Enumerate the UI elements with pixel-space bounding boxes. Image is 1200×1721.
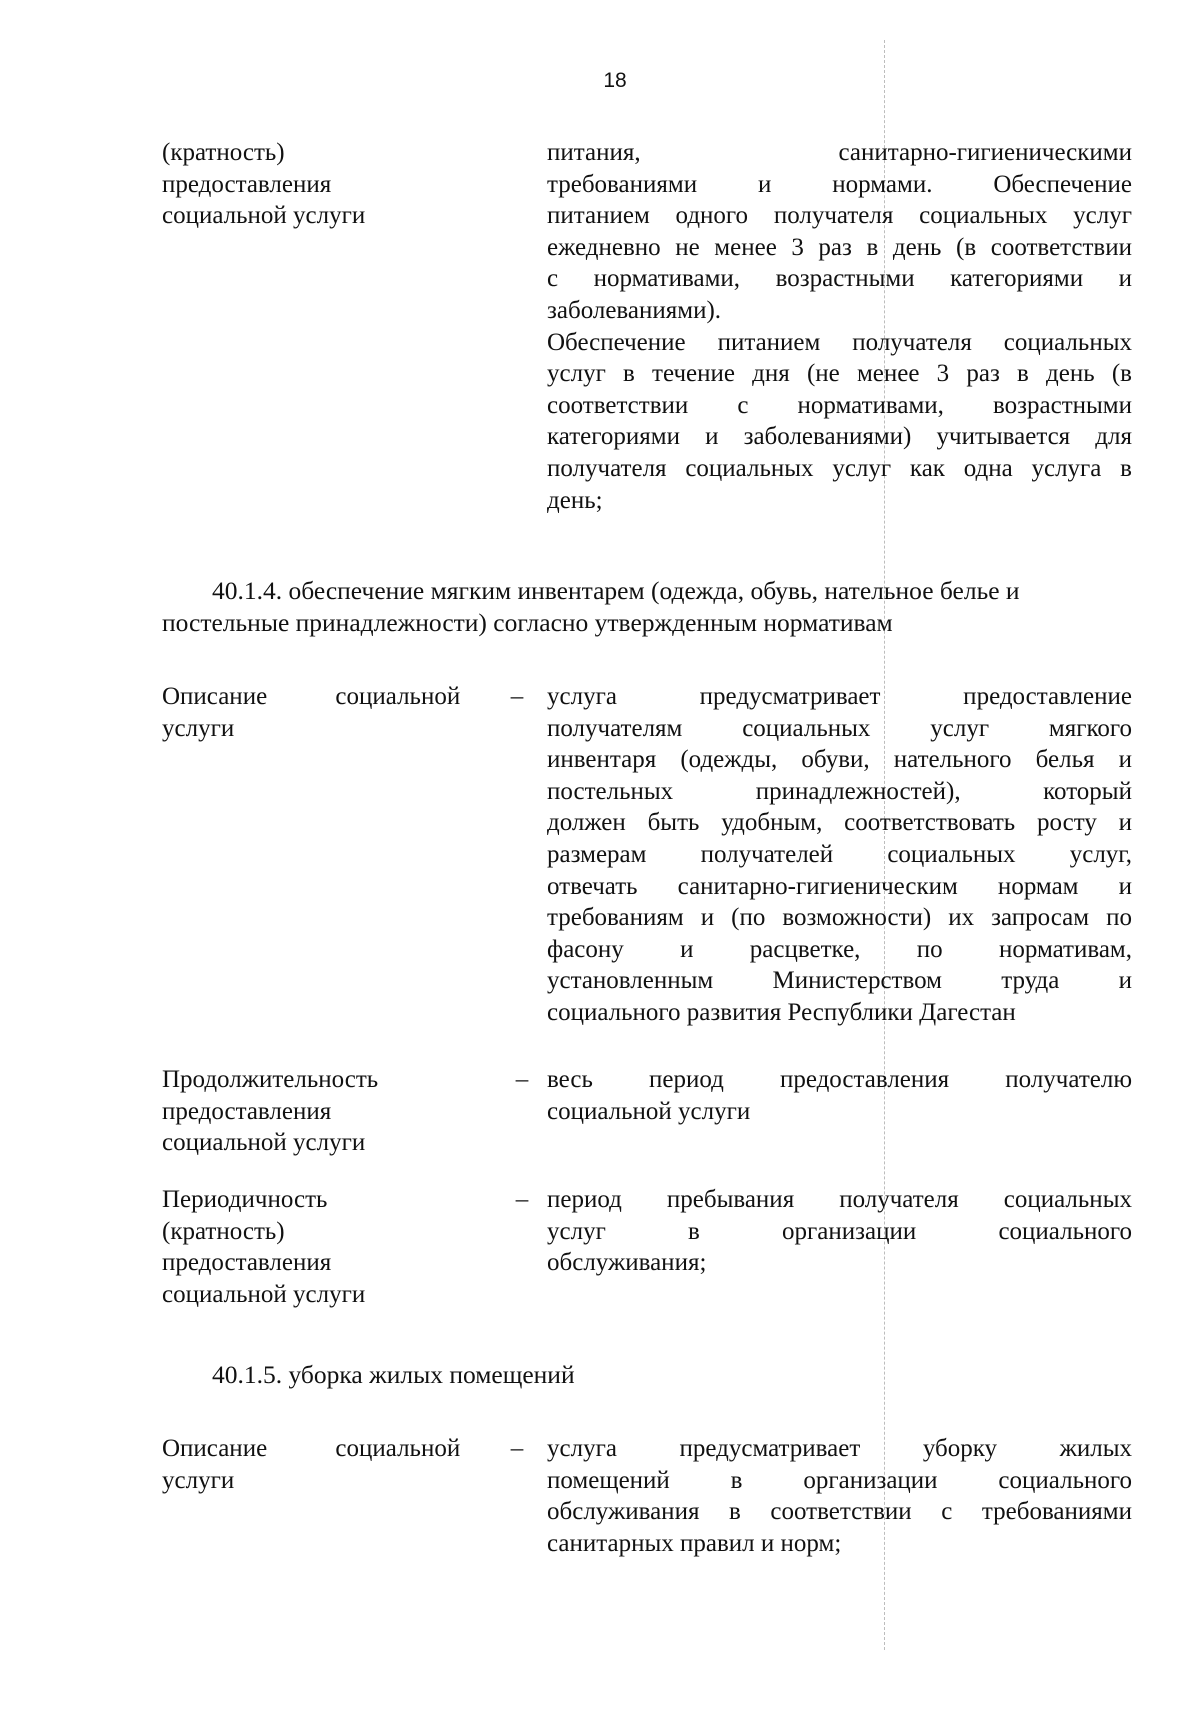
- section-heading-40-1-5: [162, 1359, 1132, 1391]
- heading-line: 40.1.4. обеспечение мягким инвентарем (одежда, обувь, нательное белье и: [212, 576, 1020, 605]
- row-label: [162, 681, 507, 744]
- desc-line: социального развития Республики Дагестан: [547, 998, 1016, 1026]
- label-line: (кратность): [162, 139, 285, 166]
- desc-line: санитарных правил и норм;: [547, 1529, 842, 1557]
- label-line: Продолжительность: [162, 1066, 379, 1093]
- desc-line: услуга предусматривает предоставление: [547, 683, 1132, 710]
- label-line: социальной услуги: [162, 1129, 366, 1157]
- row-dash: –: [515, 1066, 529, 1093]
- row-label: [162, 1433, 507, 1496]
- heading-line: 40.1.5. уборка жилых помещений: [212, 1360, 575, 1389]
- desc-line: услуга предусматривает уборку жилых: [547, 1435, 1132, 1462]
- desc-line: ежедневно не менее 3 раз в день (в соответствии: [547, 233, 1132, 261]
- page-number: 18: [603, 69, 627, 92]
- desc-line: питанием одного получателя социальных услуг: [547, 202, 1132, 230]
- row-description: [547, 1184, 1132, 1279]
- desc-line: получателя социальных услуг как одна услуга в: [547, 454, 1132, 482]
- desc-line: Обеспечение питанием получателя социальных: [547, 328, 1132, 356]
- row-description: [547, 137, 1132, 516]
- row-description: [547, 681, 1132, 1029]
- heading-line: постельные принадлежности) согласно утвержденным нормативам: [162, 607, 893, 637]
- desc-line: с нормативами, возрастными категориями и: [547, 265, 1132, 293]
- label-line: Описание социальной: [162, 683, 461, 710]
- label-line: социальной услуги: [162, 1280, 366, 1308]
- label-line: услуги: [162, 714, 235, 742]
- desc-line: весь период предоставления получателю: [547, 1066, 1132, 1093]
- desc-line: размерам получателей социальных услуг,: [547, 840, 1132, 868]
- row-label: [162, 1184, 522, 1310]
- desc-line: отвечать санитарно-гигиеническим нормам и: [547, 872, 1132, 900]
- label-line: Описание социальной: [162, 1435, 461, 1462]
- label-line: (кратность): [162, 1217, 285, 1245]
- desc-line: постельных принадлежностей), который: [547, 777, 1132, 805]
- desc-line: помещений в организации социального: [547, 1466, 1132, 1494]
- row-label: [162, 137, 522, 232]
- desc-line: инвентаря (одежды, обуви, нательного белья и: [547, 746, 1132, 774]
- label-line: предоставления: [162, 1249, 332, 1277]
- desc-line: должен быть удобным, соответствовать росту и: [547, 809, 1132, 837]
- label-line: предоставления: [162, 1097, 332, 1125]
- desc-line: требованиям и (по возможности) их запросам по: [547, 904, 1132, 932]
- desc-line: заболеваниями).: [547, 296, 722, 324]
- row-dash: –: [510, 1435, 524, 1462]
- row-label: [162, 1064, 522, 1159]
- desc-line: услуг в течение дня (не менее 3 раз в день (в: [547, 360, 1132, 388]
- desc-line: соответствии с нормативами, возрастными: [547, 391, 1132, 419]
- desc-line: обслуживания;: [547, 1249, 707, 1277]
- section-heading-40-1-4: [162, 575, 1132, 638]
- label-line: Периодичность: [162, 1186, 328, 1213]
- row-dash: –: [515, 1186, 529, 1213]
- desc-line: социальной услуги: [547, 1097, 751, 1125]
- row-description: [547, 1433, 1132, 1559]
- desc-line: фасону и расцветке, по нормативам,: [547, 935, 1132, 963]
- desc-line: обслуживания в соответствии с требованиями: [547, 1498, 1132, 1526]
- label-line: предоставления: [162, 170, 332, 198]
- row-description: [547, 1064, 1132, 1127]
- label-line: услуги: [162, 1466, 235, 1494]
- desc-line: услуг в организации социального: [547, 1217, 1132, 1245]
- row-dash: –: [510, 683, 524, 710]
- desc-line: питания, санитарно-гигиеническими: [547, 139, 1132, 166]
- desc-line: получателям социальных услуг мягкого: [547, 714, 1132, 742]
- desc-line: установленным Министерством труда и: [547, 967, 1132, 995]
- label-line: социальной услуги: [162, 202, 366, 230]
- desc-line: период пребывания получателя социальных: [547, 1186, 1132, 1213]
- desc-line: день;: [547, 486, 603, 514]
- desc-line: категориями и заболеваниями) учитывается для: [547, 423, 1132, 451]
- desc-line: требованиями и нормами. Обеспечение: [547, 170, 1132, 198]
